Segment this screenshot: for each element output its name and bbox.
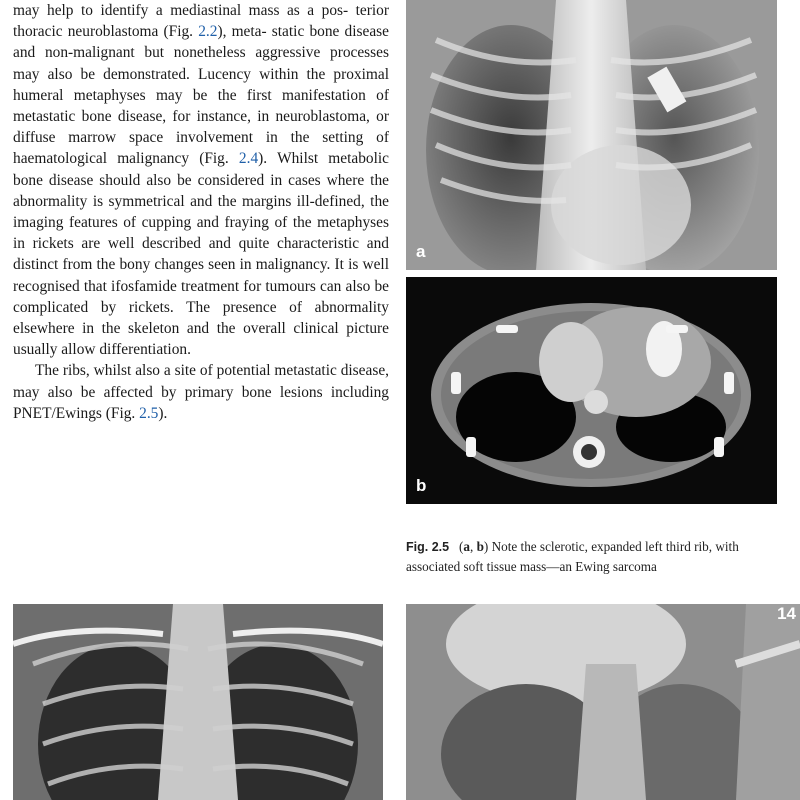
- caption-text: ) Note the sclerotic, expanded left third rib, with associated soft tissue mass—an Ewing sarcoma: [406, 539, 739, 574]
- caption-number: Fig. 2.5: [406, 540, 450, 554]
- figure-ref-link[interactable]: 2.4: [238, 150, 259, 168]
- paragraph-1: [13, 0, 389, 360]
- caption-panel-ref: a: [463, 539, 470, 554]
- panel-label: a: [416, 242, 426, 261]
- figure-caption: [406, 537, 796, 576]
- text-run: ), meta-: [217, 23, 267, 41]
- text-run: static bone disease and non-malignant but nonetheless aggressive processes may also be demonstrated. Lucency within the proximal humeral metaphyses may be the first manifestation of metastatic bone disease, for instance, in neuroblastoma, or diffuse marrow space involvement in the setting of haematological malignancy (Fig.: [13, 23, 389, 168]
- chest-xray-image-a: [406, 0, 777, 270]
- caption-text: (: [458, 539, 464, 554]
- text-run: The ribs, whilst also a site of potential metastatic disease, may also be affected by primary bone lesions including PNET/Ewings (Fig.: [13, 362, 389, 422]
- chest-xray-image-bottom-left: [13, 604, 383, 800]
- caption-text: ,: [469, 539, 477, 554]
- figure-panel-a: [406, 0, 777, 270]
- figure-panel-bottom-left: [13, 604, 383, 800]
- text-run: ). Whilst metabolic bone disease should also be considered in cases where the abnormality is symmetrical and the margins ill-defined, the imaging features of cupping and fraying of the metaphyses in rickets are well described and quite characteristic and distinct from the bony changes seen in malignancy. It is well recognised that ifosfamide treatment for tumours can also be complicated by rickets. The presence of abnormality elsewhere in the skeleton and the overall clinical picture usually allow differentiation.: [13, 150, 389, 359]
- figure-panel-bottom-right: [406, 604, 800, 800]
- ct-scan-image-b: [406, 277, 777, 504]
- body-text: [13, 0, 389, 424]
- image-marker: 14: [777, 604, 796, 623]
- panel-label: b: [416, 476, 427, 495]
- chest-xray-image-bottom-right: [406, 604, 800, 800]
- figure-ref-link[interactable]: 2.2: [198, 23, 218, 41]
- figure-ref-link[interactable]: 2.5: [139, 404, 159, 422]
- text-line: may help to identify a mediastinal mass as a pos-: [13, 2, 349, 19]
- figure-panel-b: [406, 277, 777, 504]
- paragraph-2: [13, 360, 389, 424]
- text-run: terior thoracic neuroblastoma (Fig.: [13, 2, 389, 41]
- text-run: ).: [158, 404, 168, 422]
- caption-panel-ref: b: [476, 539, 484, 554]
